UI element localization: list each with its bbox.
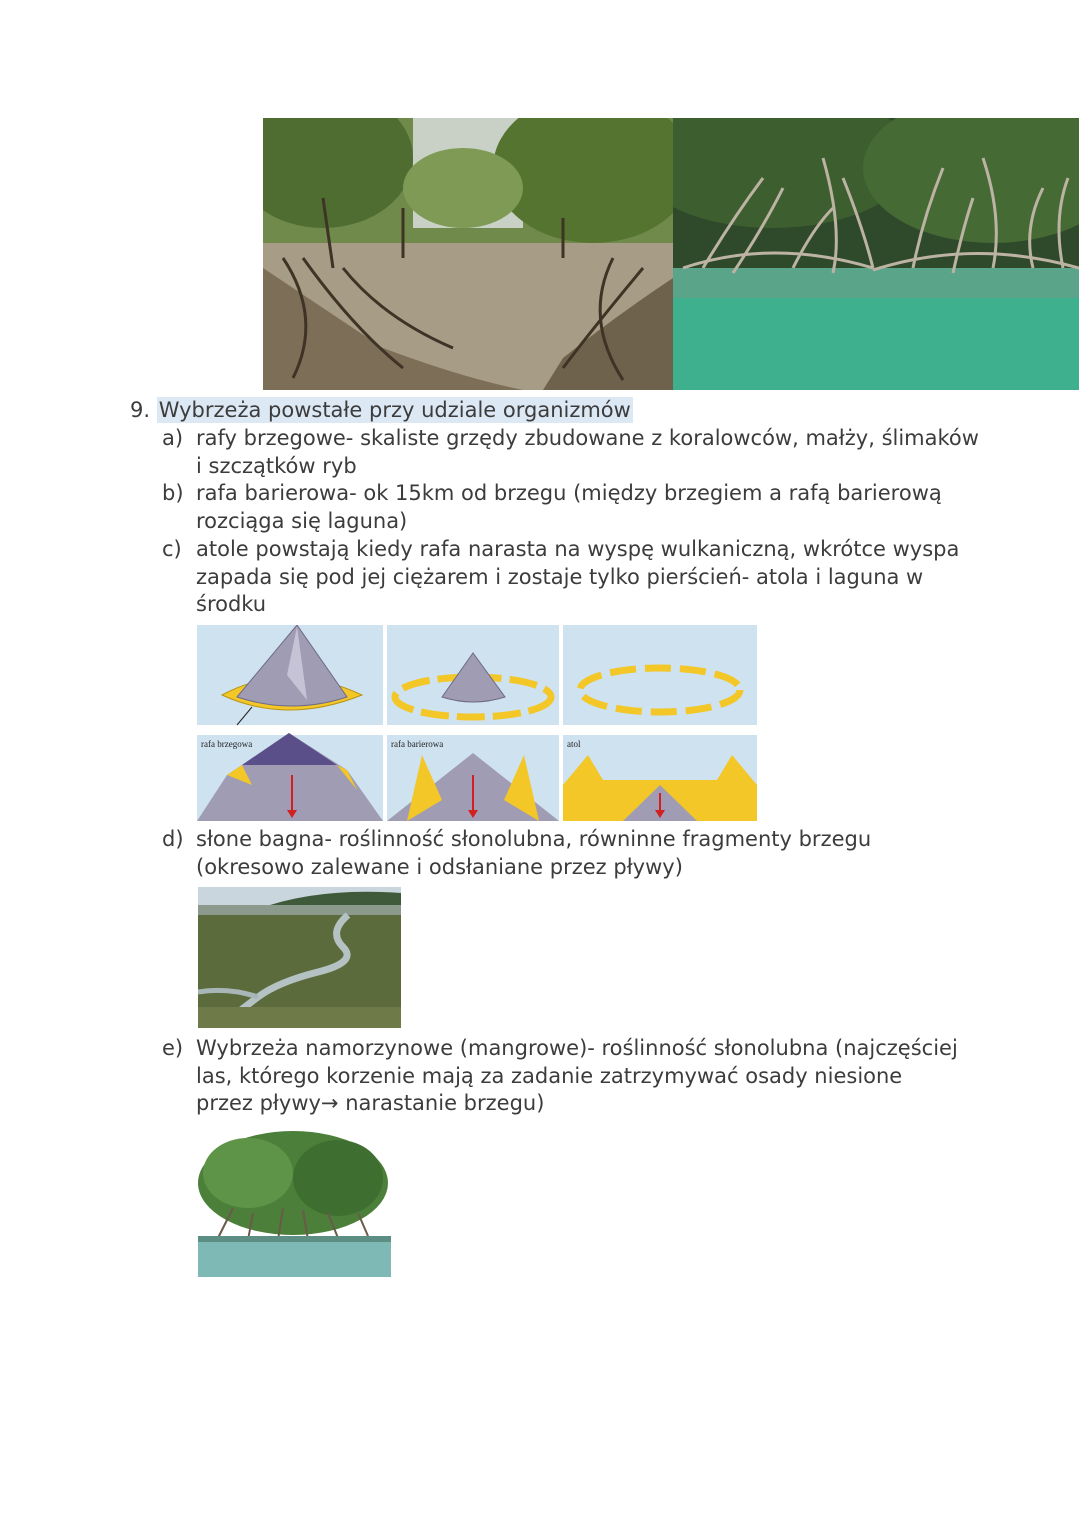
list-item xyxy=(162,425,982,480)
panel-barrier-reef xyxy=(387,625,559,821)
reef-formation-diagram xyxy=(197,625,757,821)
mangrove-roots-water-photo xyxy=(673,118,1079,390)
salt-marsh-photo xyxy=(198,887,401,1028)
item-marker: e) xyxy=(162,1036,184,1060)
label-barrier-reef: rafa barierowa xyxy=(391,739,444,749)
panel-fringing-reef xyxy=(197,625,383,821)
item-marker: b) xyxy=(162,481,184,505)
list-item xyxy=(162,536,962,619)
list-item xyxy=(162,826,982,881)
section-number: 9. xyxy=(130,398,151,422)
label-fringing-reef: rafa brzegowa xyxy=(201,739,253,749)
item-text: Wybrzeża namorzynowe (mangrowe)- roślinność słonolubna (najczęściej las, którego korzenie mają za zadanie zatrzymywać osady niesione przez pływy→ narastanie brzegu) xyxy=(196,1036,958,1115)
mangrove-mudflat-photo xyxy=(263,118,673,390)
mangrove-island-photo xyxy=(198,1128,391,1277)
label-atoll: atol xyxy=(567,739,581,749)
item-text: atole powstają kiedy rafa narasta na wyspę wulkaniczną, wkrótce wyspa zapada się pod jej ciężarem i zostaje tylko pierścień- atola i laguna w środku xyxy=(196,537,960,616)
item-text: rafy brzegowe- skaliste grzędy zbudowane z koralowców, małży, ślimaków i szczątków ryb xyxy=(196,426,979,478)
list-item xyxy=(162,1035,962,1118)
panel-atoll xyxy=(563,625,757,821)
section-title: Wybrzeża powstałe przy udziale organizmów xyxy=(158,398,631,422)
list-item xyxy=(162,480,982,535)
item-text: słone bagna- roślinność słonolubna, równinne fragmenty brzegu (okresowo zalewane i odsłaniane przez pływy) xyxy=(196,827,872,879)
item-marker: d) xyxy=(162,827,184,851)
item-marker: c) xyxy=(162,537,182,561)
item-marker: a) xyxy=(162,426,184,450)
section-heading xyxy=(130,396,633,424)
item-text: rafa barierowa- ok 15km od brzegu (między brzegiem a rafą barierową rozciąga się laguna) xyxy=(196,481,942,533)
